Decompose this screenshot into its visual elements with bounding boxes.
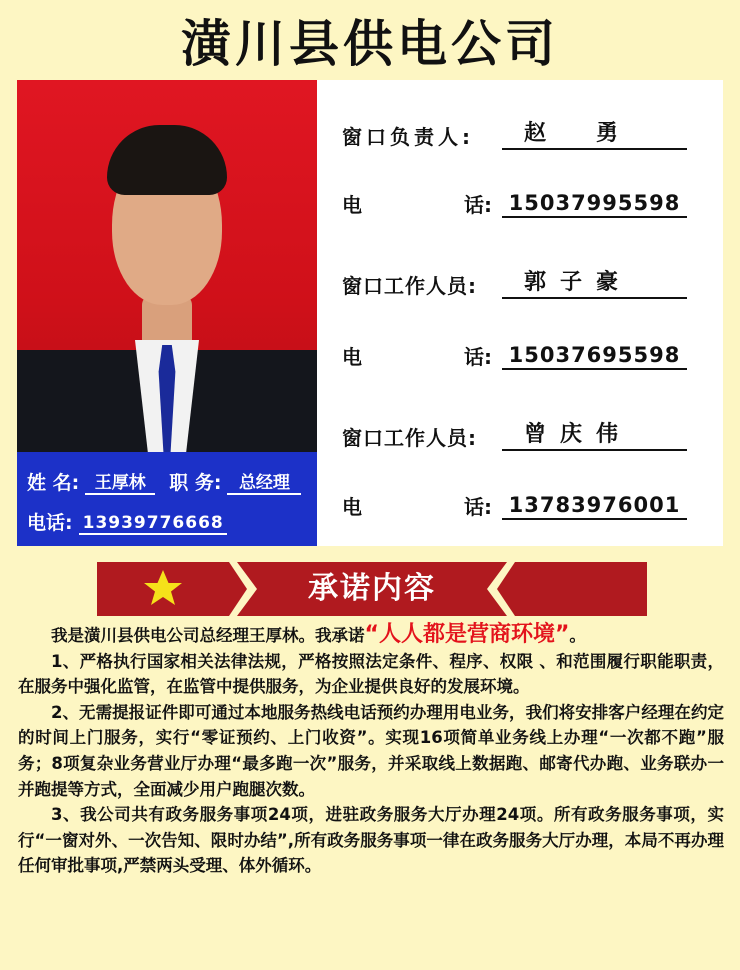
commitment-item-1: 1、严格执行国家相关法律法规，严格按照法定条件、程序、权限 、和范围履行职能职责，在服务中强化监管，在监管中提供服务，为企业提供良好的发展环境。 bbox=[18, 651, 724, 697]
phone-label-b: 话: bbox=[464, 193, 492, 217]
manager-card bbox=[17, 80, 317, 546]
contact-panel bbox=[317, 80, 723, 546]
phone-label-a: 电 bbox=[342, 345, 362, 369]
staff-row-1 bbox=[342, 265, 687, 299]
position-label: 职 务: bbox=[169, 472, 222, 494]
window-head-label: 窗口负责人: bbox=[342, 125, 474, 149]
phone-row-3 bbox=[342, 491, 687, 520]
commitment-item-3: 3、我公司共有政务服务事项24项，进驻政务服务大厅办理24项。所有政务服务事项，实行“一窗对外、一次告知、限时办结”,所有政务服务事项一律在政务服务大厅办理，本局不再办理任何审批事项,严禁两头受理、体外循环。 bbox=[18, 805, 724, 876]
manager-name: 王厚林 bbox=[85, 468, 155, 495]
phone-label-a: 电 bbox=[342, 495, 362, 519]
phone-label: 电话: bbox=[27, 512, 73, 534]
staff-label-2: 窗口工作人员: bbox=[342, 426, 477, 450]
staff-name-1: 郭子豪 bbox=[502, 265, 687, 299]
staff-label-1: 窗口工作人员: bbox=[342, 274, 477, 298]
phone-label-b: 话: bbox=[464, 345, 492, 369]
phone-value-2: 15037695598 bbox=[502, 343, 687, 370]
commitment-banner bbox=[97, 562, 647, 616]
phone-row-1 bbox=[342, 189, 687, 218]
commitment-item-2: 2、无需提报证件即可通过本地服务热线电话预约办理用电业务，我们将安排客户经理在约定的时间上门服务，实行“零证预约、上门收资”。实现16项简单业务线上办理“一次都不跑”服务；8项复杂业务营业厅办理“最多跑一次”服务，并采取线上数据跑、邮寄代办跑、业务联办一并跑提等方式，全面减少用户跑腿次数。 bbox=[18, 702, 724, 799]
manager-phone: 13939776668 bbox=[79, 513, 227, 535]
name-label: 姓 名: bbox=[27, 472, 80, 494]
banner-title: 承诺内容 bbox=[308, 571, 436, 606]
staff-name-2: 曾庆伟 bbox=[502, 417, 687, 451]
phone-label-a: 电 bbox=[342, 193, 362, 217]
manager-name-row bbox=[27, 468, 307, 495]
commitment-intro: 我是潢川县供电公司总经理王厚林。我承诺“人人都是营商环境”。 bbox=[51, 622, 586, 647]
phone-label-b: 话: bbox=[464, 495, 492, 519]
page-title: 潢川县供电公司 bbox=[181, 15, 559, 73]
manager-photo bbox=[17, 80, 317, 452]
window-head-row bbox=[342, 116, 687, 150]
staff-row-2 bbox=[342, 417, 687, 451]
manager-phone-row bbox=[27, 508, 233, 535]
phone-value-1: 15037995598 bbox=[502, 191, 687, 218]
window-head-name: 赵 勇 bbox=[502, 116, 687, 150]
commitment-text bbox=[18, 622, 724, 879]
manager-position: 总经理 bbox=[227, 468, 301, 495]
commitment-slogan: “人人都是营商环境” bbox=[364, 622, 570, 647]
phone-row-2 bbox=[342, 341, 687, 370]
phone-value-3: 13783976001 bbox=[502, 493, 687, 520]
